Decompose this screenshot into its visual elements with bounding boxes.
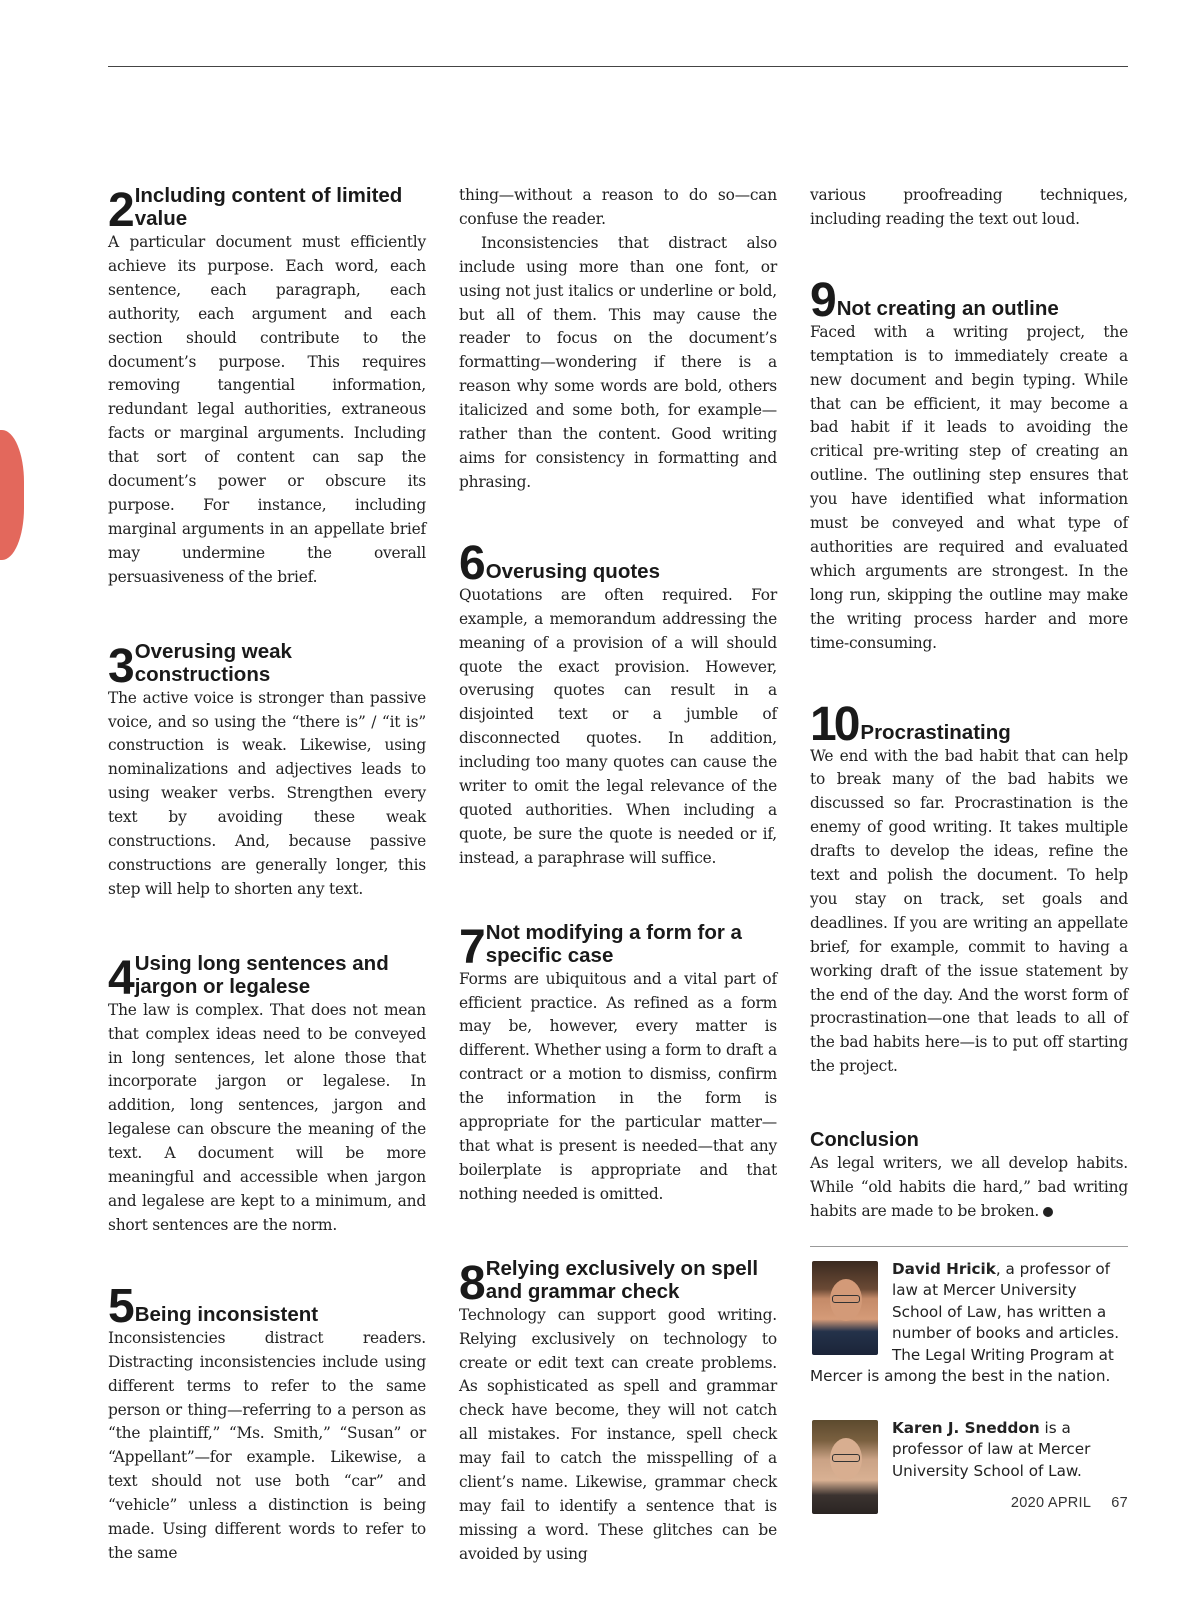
end-mark-icon xyxy=(1043,1207,1053,1217)
section-number: 9 xyxy=(810,273,834,327)
section-number: 6 xyxy=(459,536,483,590)
section-body: We end with the bad habit that can help to break many of the bad habits we discussed so far. Procrastination is the enemy of good writing. It takes multiple drafts to develop the ideas, refine the text and polish the document. To help you stay on track, set goals and deadlines. If you are writing an appellate brief, for example, commit to having a working draft of the issue statement by the end of the day. And the worst form of procrastination—one that leads to all of the bad habits here—is to put off starting the project. xyxy=(810,746,1128,1076)
section-number: 3 xyxy=(108,639,132,693)
section-10 xyxy=(810,697,1128,1080)
section-8 xyxy=(459,1257,777,1567)
section-title: Overusing weak constructions xyxy=(134,639,292,686)
section-2 xyxy=(108,184,426,590)
section-body: Forms are ubiquitous and a vital part of efficient practice. As refined as a form may be, however, every matter is different. Whether using a form to draft a contract or a motion to dismiss, confirm the information in the form is appropriate for the particular matter—that what is present is needed—that any boilerplate is appropriate and that nothing needed is omitted. xyxy=(459,969,777,1203)
author-bio-2 xyxy=(810,1418,1128,1483)
section-body-continued: thing—without a reason to do so—can confuse the reader. xyxy=(459,186,777,228)
conclusion-title: Conclusion xyxy=(810,1129,919,1152)
section-number: 7 xyxy=(459,920,483,974)
red-edge-mark xyxy=(0,430,24,560)
section-title: Using long sentences and jargon or legalese xyxy=(134,951,389,998)
section-8-continued xyxy=(810,184,1128,232)
issue-label: 2020 APRIL xyxy=(1010,1495,1092,1511)
section-5 xyxy=(108,1279,426,1566)
section-body-continued: various proofreading techniques, including reading the text out loud. xyxy=(810,186,1128,228)
section-title: Including content of limited value xyxy=(134,184,403,230)
top-rule xyxy=(108,66,1128,67)
author-name: David Hricik xyxy=(892,1259,996,1278)
section-7 xyxy=(459,921,777,1207)
author-bio-text: , a professor of law at Mercer University School of Law, has written a number of books and articles. The Legal Writing Program at Mercer is among the best in the nation. xyxy=(810,1259,1120,1386)
conclusion-body: As legal writers, we all develop habits. While “old habits die hard,” bad writing habits are made to be broken. xyxy=(810,1154,1128,1220)
column-3 xyxy=(810,184,1128,1518)
section-title: Not creating an outline xyxy=(836,296,1059,320)
section-3 xyxy=(108,640,426,902)
author-name: Karen J. Sneddon xyxy=(892,1418,1040,1437)
section-5-continued xyxy=(459,184,777,495)
page-footer xyxy=(1011,1495,1128,1511)
section-9 xyxy=(810,273,1128,656)
section-title: Procrastinating xyxy=(860,720,1011,744)
section-title: Overusing quotes xyxy=(485,559,660,583)
section-4 xyxy=(108,952,426,1238)
section-body: Technology can support good writing. Relying exclusively on technology to create or edit text can create problems. As sophisticated as spell and grammar check have become, they will not catch all mistakes. For instance, spell check may fail to catch the misspelling of a client’s name. Likewise, grammar check may fail to identify a sentence that is missing a word. These glitches can be avoided by using xyxy=(459,1305,777,1563)
column-2 xyxy=(459,184,777,1617)
section-body: A particular document must efficiently achieve its purpose. Each word, each sentence, each paragraph, each authority, each argument and each section should contribute to the document’s purpose. This requires removing tangential information, redundant legal authorities, extraneous facts or marginal arguments. Including that sort of content can sap the document’s power or obscure its purpose. For instance, including marginal arguments in an appellate brief may undermine the overall persuasiveness of the brief. xyxy=(108,233,426,586)
section-body: The active voice is stronger than passive voice, and so using the “there is” / “it is” construction is weak. Likewise, using nominalizations and adjectives leads to using weaker verbs. Strengthen every text by avoiding these weak constructions. And, because passive constructions are generally longer, this step will help to shorten any text. xyxy=(108,688,426,898)
section-title: Being inconsistent xyxy=(134,1302,319,1326)
section-number: 8 xyxy=(459,1256,483,1310)
section-body-paragraph: Inconsistencies that distract also include using more than one font, or using not just italics or underline or bold, but all of them. This may cause the reader to focus on the document’s formatting—wondering if there is a reason why some words are bold, others italicized and some both, for example—rather than the content. Good writing aims for consistency in formatting and phrasing. xyxy=(459,233,777,491)
section-number: 10 xyxy=(810,697,858,751)
section-body: Quotations are often required. For example, a memorandum addressing the meaning of a provision of a will should quote the exact provision. However, overusing quotes can result in a disjointed text or a jumble of disconnected quotes. In addition, including too many quotes can cause the writer to omit the legal relevance of the quoted authorities. When including a quote, be sure the quote is needed or if, instead, a paraphrase will suffice. xyxy=(459,585,777,867)
section-title: Not modifying a form for a specific case xyxy=(485,920,742,967)
section-body: Faced with a writing project, the temptation is to immediately create a new document and begin typing. While that can be efficient, it may become a bad habit if it leads to avoiding the critical pre-writing step of creating an outline. The outlining step ensures that you have identified what information must be conveyed and what type of authorities are required and evaluated which arguments are strongest. In the long run, skipping the outline may make the writing process harder and more time-consuming. xyxy=(810,322,1128,652)
section-number: 4 xyxy=(108,951,132,1005)
section-title: Relying exclusively on spell and grammar check xyxy=(485,1256,759,1303)
section-number: 5 xyxy=(108,1279,132,1333)
column-1 xyxy=(108,184,426,1616)
author-bio-text: is a professor of law at Mercer University School of Law. xyxy=(892,1418,1091,1480)
section-body: The law is complex. That does not mean that complex ideas need to be conveyed in long sentences, let alone those that incorporate jargon or legalese. In addition, long sentences, jargon and legalese can obscure the meaning of the text. A document will be more meaningful and accessible when jargon and legalese are kept to a minimum, and short sentences are the norm. xyxy=(108,1000,426,1234)
author-photo xyxy=(812,1261,878,1355)
section-number: 2 xyxy=(108,184,132,237)
author-bio-1 xyxy=(810,1259,1128,1388)
conclusion xyxy=(810,1129,1128,1224)
author-photo xyxy=(812,1420,878,1514)
section-6 xyxy=(459,536,777,871)
section-body: Inconsistencies distract readers. Distracting inconsistencies include using different terms to refer to the same person or thing—referring to a person as “the plaintiff,” “Ms. Smith,” “Susan” or “Appellant”—for example. Likewise, a text should not use both “car” and “vehicle” unless a distinction is being made. Using different words to refer to the same xyxy=(108,1328,426,1562)
page-number: 67 xyxy=(1111,1495,1128,1511)
author-divider xyxy=(810,1246,1128,1247)
